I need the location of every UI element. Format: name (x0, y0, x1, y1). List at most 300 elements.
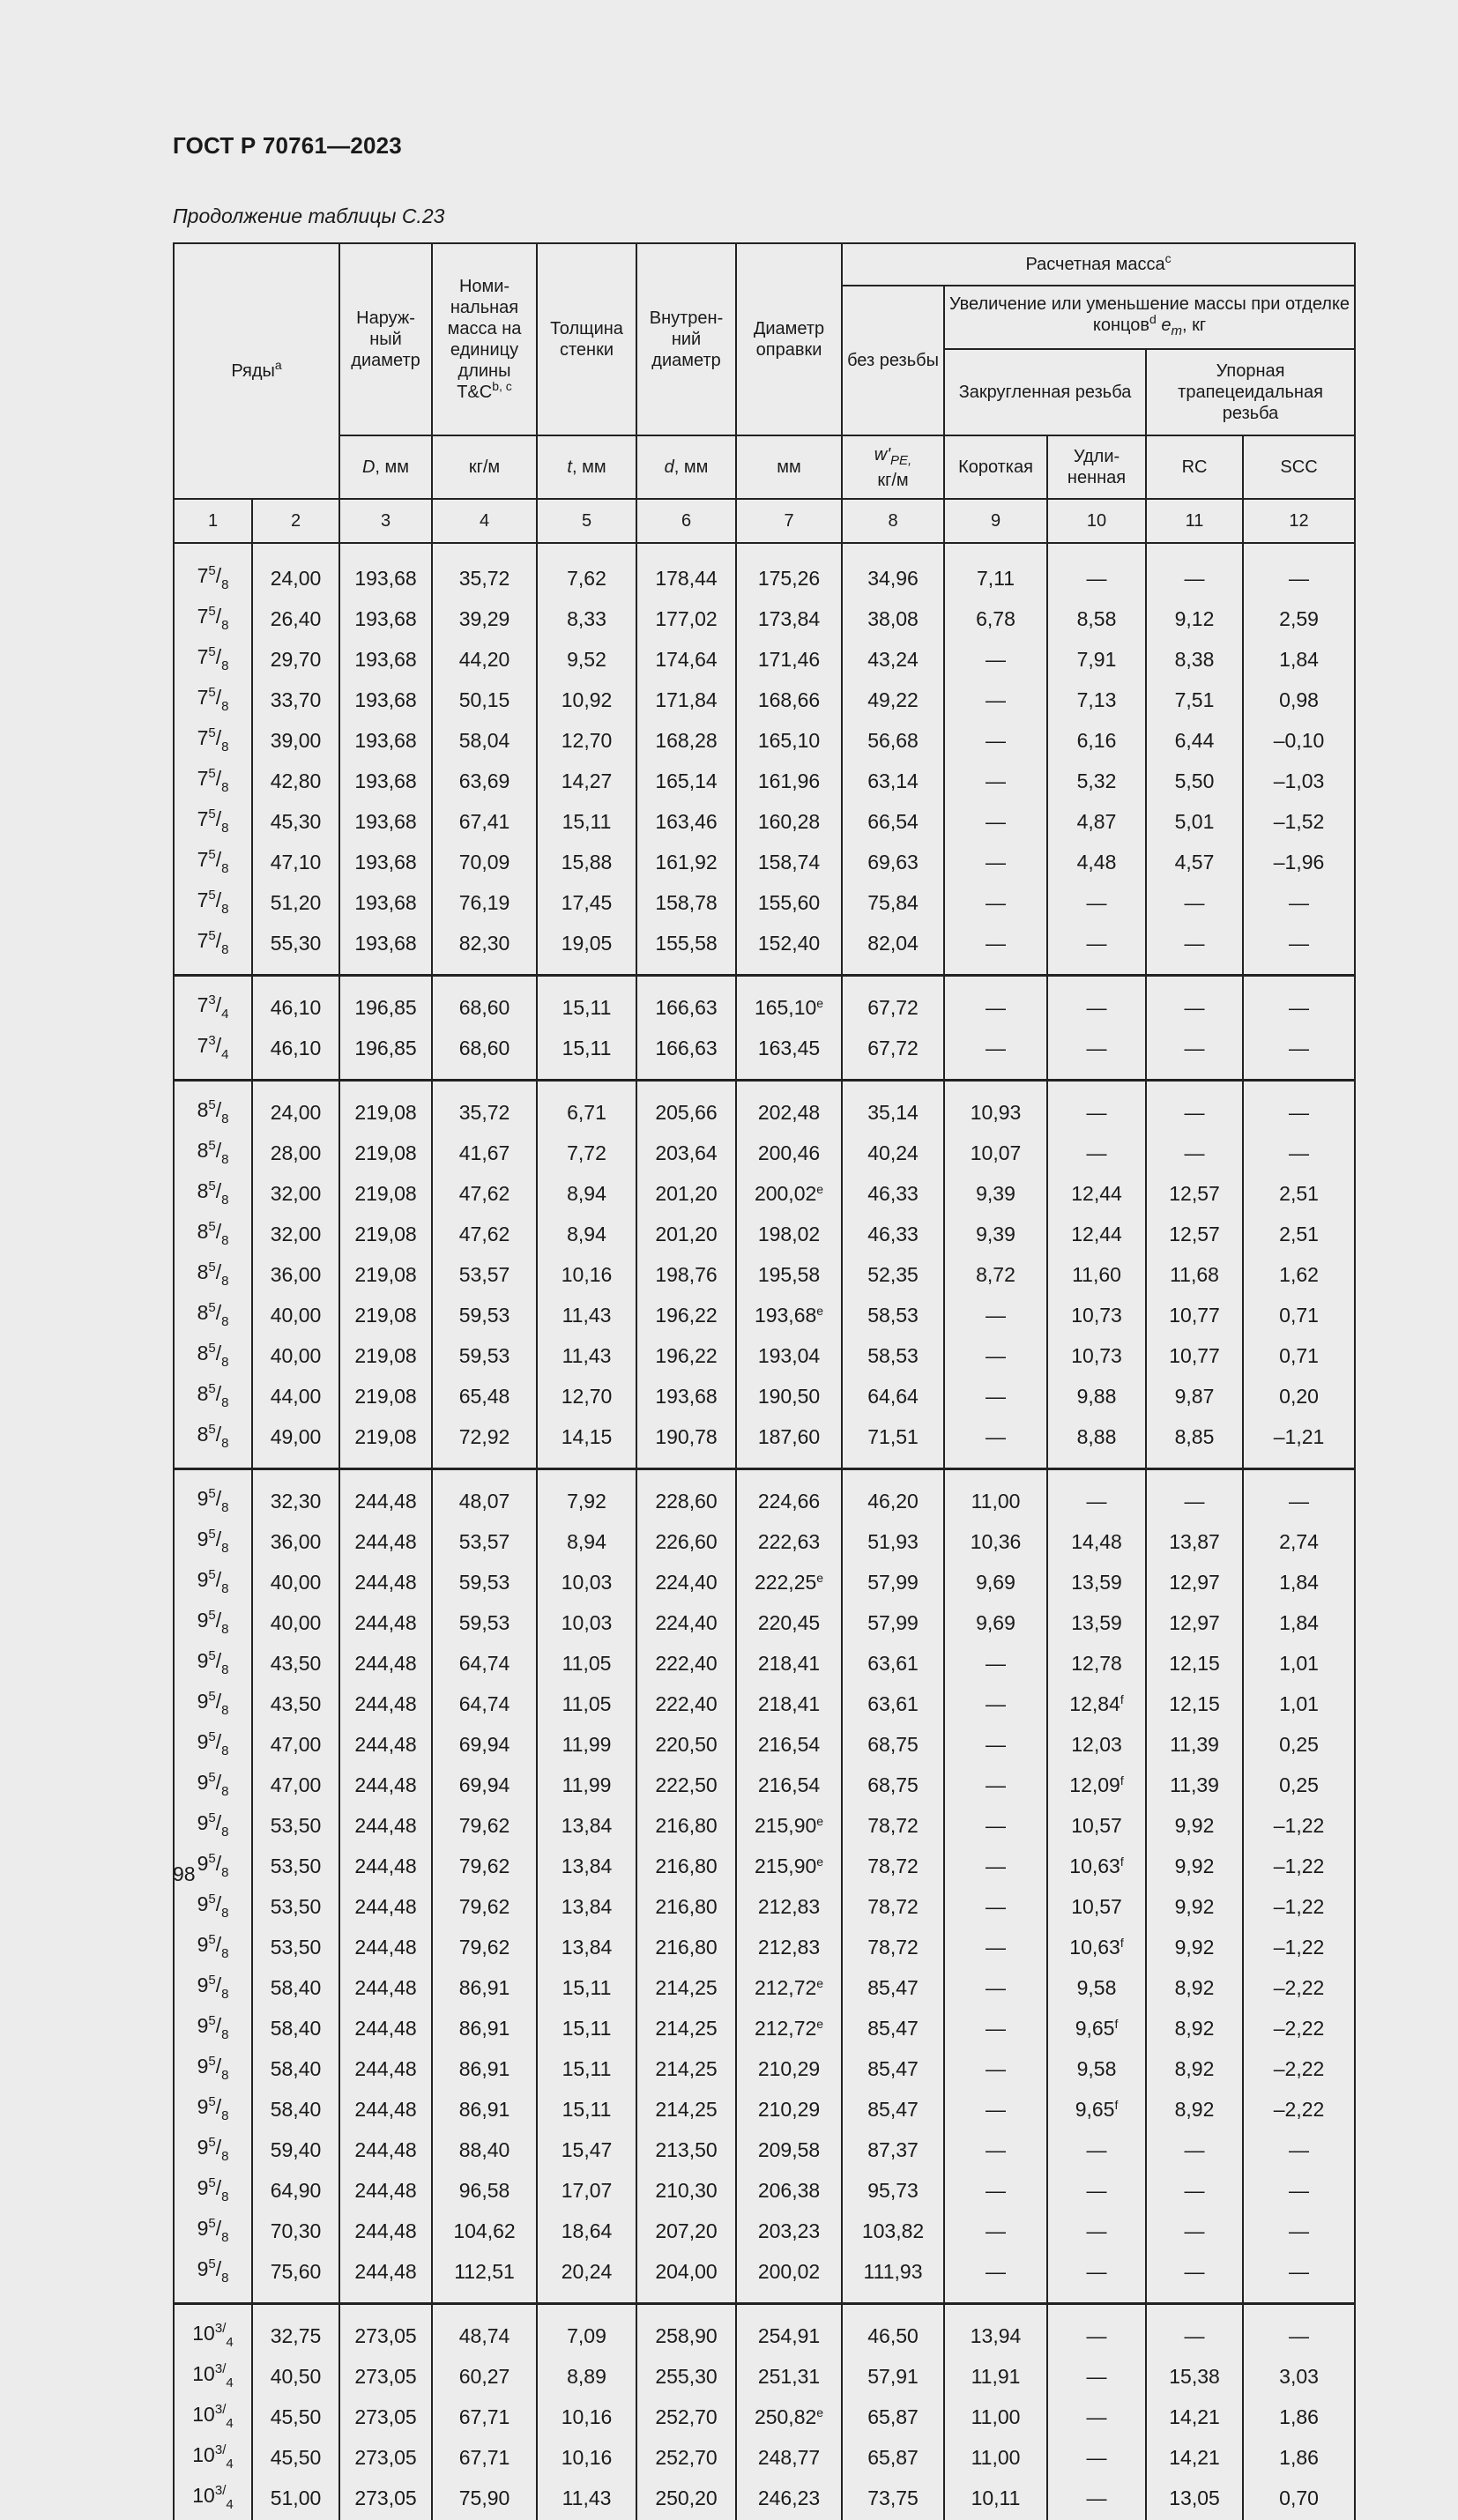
table-row (174, 1684, 1355, 1724)
table-row (174, 2304, 1355, 2357)
outer-diameter: 244,48 (339, 1765, 432, 1805)
short-round-thread: 9,69 (944, 1602, 1047, 1643)
series-value: 26,40 (252, 598, 339, 639)
buttress-scc: –2,22 (1243, 2008, 1355, 2048)
long-round-thread: 10,73 (1047, 1335, 1146, 1376)
table-row (174, 1927, 1355, 1967)
inner-diameter: 177,02 (636, 598, 736, 639)
column-number: 1 (174, 499, 252, 543)
nominal-mass: 67,71 (432, 2397, 537, 2437)
series-value: 24,00 (252, 547, 339, 598)
series-value: 46,10 (252, 1028, 339, 1081)
drift-diameter: 222,25e (736, 1562, 842, 1602)
buttress-scc: 0,20 (1243, 1376, 1355, 1416)
unit-d-outer: D, мм (339, 435, 432, 499)
unit-wpe: $w'_{PE,}$ кг/м (842, 435, 944, 499)
buttress-rc: 5,01 (1146, 801, 1243, 842)
column-number: 11 (1146, 499, 1243, 543)
plain-end-mass: 57,99 (842, 1562, 944, 1602)
column-number: 7 (736, 499, 842, 543)
size-designation: $7^5/_8$ (174, 598, 252, 639)
series-value: 47,10 (252, 842, 339, 882)
outer-diameter: 219,08 (339, 1416, 432, 1469)
plain-end-mass: 63,61 (842, 1684, 944, 1724)
outer-diameter: 193,68 (339, 547, 432, 598)
series-value: 44,00 (252, 1376, 339, 1416)
drift-diameter: 222,63 (736, 1521, 842, 1562)
long-round-thread: 9,65$^f$ (1047, 2089, 1146, 2130)
drift-diameter: 224,66 (736, 1469, 842, 1522)
plain-end-mass: 40,24 (842, 1133, 944, 1173)
nominal-mass: 68,60 (432, 1028, 537, 1081)
nominal-mass: 63,69 (432, 761, 537, 801)
outer-diameter: 244,48 (339, 1643, 432, 1684)
series-value: 70,30 (252, 2211, 339, 2251)
size-designation: $9^5/_8$ (174, 2251, 252, 2304)
table-row (174, 547, 1355, 598)
size-designation: $9^5/_8$ (174, 1684, 252, 1724)
table-row (174, 1376, 1355, 1416)
row-group (174, 1081, 1355, 1469)
long-round-thread: 12,78 (1047, 1643, 1146, 1684)
short-round-thread: — (944, 1643, 1047, 1684)
buttress-scc: –2,22 (1243, 2048, 1355, 2089)
wall-thickness: 17,45 (537, 882, 636, 923)
short-round-thread: — (944, 1967, 1047, 2008)
buttress-scc: –0,10 (1243, 720, 1355, 761)
column-number: 12 (1243, 499, 1355, 543)
long-round-thread: — (1047, 2478, 1146, 2520)
nominal-mass: 104,62 (432, 2211, 537, 2251)
buttress-rc: 10,77 (1146, 1295, 1243, 1335)
long-round-thread: 4,48 (1047, 842, 1146, 882)
table-row (174, 2048, 1355, 2089)
buttress-scc: 0,98 (1243, 680, 1355, 720)
buttress-rc: 9,92 (1146, 1927, 1243, 1967)
nominal-mass: 50,15 (432, 680, 537, 720)
buttress-scc: –1,22 (1243, 1927, 1355, 1967)
buttress-rc: 15,38 (1146, 2356, 1243, 2397)
footnote-mark: e (816, 2017, 823, 2031)
short-round-thread: — (944, 1684, 1047, 1724)
inner-diameter: 222,40 (636, 1684, 736, 1724)
footnote-mark: f (1114, 2098, 1118, 2112)
outer-diameter: 244,48 (339, 2089, 432, 2130)
buttress-rc: — (1146, 976, 1243, 1029)
table-row (174, 1967, 1355, 2008)
table-row (174, 976, 1355, 1029)
buttress-scc: — (1243, 976, 1355, 1029)
buttress-rc: 14,21 (1146, 2397, 1243, 2437)
wall-thickness: 13,84 (537, 1886, 636, 1927)
buttress-scc: 0,25 (1243, 1724, 1355, 1765)
buttress-rc: 12,57 (1146, 1173, 1243, 1214)
plain-end-mass: 95,73 (842, 2170, 944, 2211)
outer-diameter: 244,48 (339, 1469, 432, 1522)
header-plain-end: без резьбы (842, 286, 944, 435)
buttress-rc: 9,87 (1146, 1376, 1243, 1416)
size-designation: $8^5/_8$ (174, 1416, 252, 1469)
wall-thickness: 11,05 (537, 1684, 636, 1724)
buttress-rc: — (1146, 2130, 1243, 2170)
series-value: 59,40 (252, 2130, 339, 2170)
long-round-thread: 8,88 (1047, 1416, 1146, 1469)
table-row (174, 1846, 1355, 1886)
series-value: 32,00 (252, 1214, 339, 1254)
nominal-mass: 86,91 (432, 2089, 537, 2130)
long-round-thread: — (1047, 2356, 1146, 2397)
series-value: 51,00 (252, 2478, 339, 2520)
wall-thickness: 8,33 (537, 598, 636, 639)
plain-end-mass: 35,14 (842, 1081, 944, 1134)
nominal-mass: 86,91 (432, 2008, 537, 2048)
long-round-thread: — (1047, 1133, 1146, 1173)
inner-diameter: 216,80 (636, 1927, 736, 1967)
drift-diameter: 190,50 (736, 1376, 842, 1416)
table-row (174, 2008, 1355, 2048)
drift-diameter: 173,84 (736, 598, 842, 639)
short-round-thread: 9,39 (944, 1214, 1047, 1254)
inner-diameter: 171,84 (636, 680, 736, 720)
series-value: 58,40 (252, 2048, 339, 2089)
long-round-thread: 8,58 (1047, 598, 1146, 639)
table-row (174, 1643, 1355, 1684)
inner-diameter: 158,78 (636, 882, 736, 923)
buttress-rc: — (1146, 1028, 1243, 1081)
size-designation: $10^{3/}_4$ (174, 2397, 252, 2437)
plain-end-mass: 63,61 (842, 1643, 944, 1684)
outer-diameter: 196,85 (339, 1028, 432, 1081)
table-row (174, 2437, 1355, 2478)
header-wall-thickness: Толщина стенки (537, 243, 636, 435)
buttress-rc: 9,92 (1146, 1886, 1243, 1927)
table-row (174, 1214, 1355, 1254)
buttress-rc: 8,92 (1146, 2089, 1243, 2130)
outer-diameter: 219,08 (339, 1081, 432, 1134)
table-row (174, 2397, 1355, 2437)
outer-diameter: 244,48 (339, 2211, 432, 2251)
table-row (174, 1028, 1355, 1081)
size-designation: $8^5/_8$ (174, 1214, 252, 1254)
inner-diameter: 161,92 (636, 842, 736, 882)
buttress-scc: — (1243, 923, 1355, 976)
outer-diameter: 193,68 (339, 923, 432, 976)
drift-diameter: 161,96 (736, 761, 842, 801)
table-row (174, 2356, 1355, 2397)
short-round-thread: — (944, 1724, 1047, 1765)
size-designation: $9^5/_8$ (174, 1846, 252, 1886)
nominal-mass: 70,09 (432, 842, 537, 882)
wall-thickness: 10,16 (537, 1254, 636, 1295)
drift-diameter: 220,45 (736, 1602, 842, 1643)
size-designation: $9^5/_8$ (174, 1765, 252, 1805)
inner-diameter: 210,30 (636, 2170, 736, 2211)
short-round-thread: 9,39 (944, 1173, 1047, 1214)
short-round-thread: — (944, 2130, 1047, 2170)
wall-thickness: 7,92 (537, 1469, 636, 1522)
table-row (174, 1805, 1355, 1846)
buttress-scc: 1,84 (1243, 1602, 1355, 1643)
long-round-thread: 12,03 (1047, 1724, 1146, 1765)
plain-end-mass: 78,72 (842, 1805, 944, 1846)
inner-diameter: 207,20 (636, 2211, 736, 2251)
wall-thickness: 7,72 (537, 1133, 636, 1173)
series-value: 32,30 (252, 1469, 339, 1522)
drift-diameter: 254,91 (736, 2304, 842, 2357)
nominal-mass: 64,74 (432, 1643, 537, 1684)
footnote-mark: e (816, 1814, 823, 1828)
footnote-mark: f (1114, 2017, 1118, 2031)
inner-diameter: 174,64 (636, 639, 736, 680)
series-value: 64,90 (252, 2170, 339, 2211)
buttress-rc: — (1146, 547, 1243, 598)
buttress-rc: 6,44 (1146, 720, 1243, 761)
drift-diameter: 187,60 (736, 1416, 842, 1469)
buttress-scc: 1,62 (1243, 1254, 1355, 1295)
plain-end-mass: 46,50 (842, 2304, 944, 2357)
plain-end-mass: 34,96 (842, 547, 944, 598)
plain-end-mass: 46,33 (842, 1173, 944, 1214)
header-calculated-mass: Расчетная масса$^c$ (842, 243, 1355, 286)
inner-diameter: 224,40 (636, 1602, 736, 1643)
inner-diameter: 198,76 (636, 1254, 736, 1295)
buttress-scc: 1,84 (1243, 639, 1355, 680)
inner-diameter: 214,25 (636, 1967, 736, 2008)
buttress-scc: — (1243, 547, 1355, 598)
plain-end-mass: 49,22 (842, 680, 944, 720)
buttress-scc: 1,01 (1243, 1684, 1355, 1724)
table-row (174, 1602, 1355, 1643)
series-value: 53,50 (252, 1886, 339, 1927)
long-round-thread: 7,13 (1047, 680, 1146, 720)
inner-diameter: 222,40 (636, 1643, 736, 1684)
nominal-mass: 59,53 (432, 1335, 537, 1376)
buttress-scc: –1,96 (1243, 842, 1355, 882)
short-round-thread: — (944, 1805, 1047, 1846)
unit-t: t, мм (537, 435, 636, 499)
short-round-thread: — (944, 761, 1047, 801)
table-row (174, 923, 1355, 976)
outer-diameter: 273,05 (339, 2478, 432, 2520)
long-round-thread: — (1047, 2170, 1146, 2211)
size-designation: $7^3/_4$ (174, 1028, 252, 1081)
header-buttress-thread: Упорная трапецеидальная резьба (1146, 349, 1355, 435)
drift-diameter: 175,26 (736, 547, 842, 598)
table-row (174, 598, 1355, 639)
nominal-mass: 76,19 (432, 882, 537, 923)
wall-thickness: 11,43 (537, 2478, 636, 2520)
wall-thickness: 11,43 (537, 1295, 636, 1335)
long-round-thread: — (1047, 2251, 1146, 2304)
size-designation: $9^5/_8$ (174, 2089, 252, 2130)
buttress-rc: — (1146, 1133, 1243, 1173)
wall-thickness: 11,99 (537, 1765, 636, 1805)
drift-diameter: 163,45 (736, 1028, 842, 1081)
wall-thickness: 15,11 (537, 976, 636, 1029)
short-round-thread: 10,07 (944, 1133, 1047, 1173)
drift-diameter: 218,41 (736, 1643, 842, 1684)
short-round-thread: — (944, 923, 1047, 976)
drift-diameter: 206,38 (736, 2170, 842, 2211)
buttress-scc: — (1243, 2251, 1355, 2304)
footnote-mark: e (816, 2405, 823, 2420)
nominal-mass: 67,41 (432, 801, 537, 842)
series-value: 36,00 (252, 1521, 339, 1562)
wall-thickness: 13,84 (537, 1846, 636, 1886)
long-round-thread: 13,59 (1047, 1562, 1146, 1602)
plain-end-mass: 73,75 (842, 2478, 944, 2520)
wall-thickness: 8,94 (537, 1173, 636, 1214)
long-round-thread: 13,59 (1047, 1602, 1146, 1643)
buttress-rc: 12,97 (1146, 1602, 1243, 1643)
series-value: 43,50 (252, 1684, 339, 1724)
outer-diameter: 193,68 (339, 761, 432, 801)
series-value: 51,20 (252, 882, 339, 923)
inner-diameter: 168,28 (636, 720, 736, 761)
outer-diameter: 193,68 (339, 680, 432, 720)
inner-diameter: 165,14 (636, 761, 736, 801)
size-designation: $7^3/_4$ (174, 976, 252, 1029)
size-designation: $7^5/_8$ (174, 801, 252, 842)
size-designation: $7^5/_8$ (174, 842, 252, 882)
size-designation: $9^5/_8$ (174, 1886, 252, 1927)
nominal-mass: 88,40 (432, 2130, 537, 2170)
inner-diameter: 220,50 (636, 1724, 736, 1765)
long-round-thread: 9,65$^f$ (1047, 2008, 1146, 2048)
buttress-rc: 9,92 (1146, 1805, 1243, 1846)
short-round-thread: 11,00 (944, 1469, 1047, 1522)
nominal-mass: 59,53 (432, 1562, 537, 1602)
plain-end-mass: 67,72 (842, 1028, 944, 1081)
footnote-mark: f (1120, 1692, 1124, 1706)
outer-diameter: 244,48 (339, 1967, 432, 2008)
wall-thickness: 11,05 (537, 1643, 636, 1684)
wall-thickness: 15,88 (537, 842, 636, 882)
header-scc: SCC (1243, 435, 1355, 499)
outer-diameter: 219,08 (339, 1254, 432, 1295)
buttress-rc: — (1146, 882, 1243, 923)
plain-end-mass: 46,33 (842, 1214, 944, 1254)
inner-diameter: 222,50 (636, 1765, 736, 1805)
footnote-mark: f (1120, 1855, 1124, 1869)
inner-diameter: 214,25 (636, 2048, 736, 2089)
long-round-thread: 4,87 (1047, 801, 1146, 842)
unit-mm: мм (736, 435, 842, 499)
footnote-mark: e (816, 1304, 823, 1318)
table-row (174, 1562, 1355, 1602)
long-round-thread: 9,58 (1047, 2048, 1146, 2089)
buttress-scc: 1,01 (1243, 1643, 1355, 1684)
series-value: 45,30 (252, 801, 339, 842)
wall-thickness: 7,62 (537, 547, 636, 598)
short-round-thread: 11,00 (944, 2397, 1047, 2437)
wall-thickness: 14,15 (537, 1416, 636, 1469)
inner-diameter: 216,80 (636, 1886, 736, 1927)
short-round-thread: — (944, 2089, 1047, 2130)
outer-diameter: 219,08 (339, 1376, 432, 1416)
series-value: 42,80 (252, 761, 339, 801)
series-value: 40,00 (252, 1602, 339, 1643)
nominal-mass: 64,74 (432, 1684, 537, 1724)
drift-diameter: 218,41 (736, 1684, 842, 1724)
table-row (174, 2478, 1355, 2520)
buttress-scc: — (1243, 2211, 1355, 2251)
wall-thickness: 8,89 (537, 2356, 636, 2397)
size-designation: $9^5/_8$ (174, 1562, 252, 1602)
inner-diameter: 255,30 (636, 2356, 736, 2397)
nominal-mass: 44,20 (432, 639, 537, 680)
plain-end-mass: 38,08 (842, 598, 944, 639)
inner-diameter: 201,20 (636, 1173, 736, 1214)
column-number: 5 (537, 499, 636, 543)
inner-diameter: 193,68 (636, 1376, 736, 1416)
short-round-thread: — (944, 842, 1047, 882)
size-designation: $9^5/_8$ (174, 2211, 252, 2251)
buttress-rc: 12,97 (1146, 1562, 1243, 1602)
document-title: ГОСТ Р 70761—2023 (173, 132, 402, 160)
footnote-mark: e (816, 1976, 823, 1990)
column-number: 6 (636, 499, 736, 543)
long-round-thread: 12,84$^f$ (1047, 1684, 1146, 1724)
plain-end-mass: 78,72 (842, 1886, 944, 1927)
nominal-mass: 86,91 (432, 1967, 537, 2008)
buttress-rc: 14,21 (1146, 2437, 1243, 2478)
row-group (174, 1469, 1355, 2304)
wall-thickness: 11,43 (537, 1335, 636, 1376)
series-value: 43,50 (252, 1643, 339, 1684)
drift-diameter: 165,10e (736, 976, 842, 1029)
drift-diameter: 193,04 (736, 1335, 842, 1376)
nominal-mass: 35,72 (432, 1081, 537, 1134)
size-designation: $7^5/_8$ (174, 882, 252, 923)
table-row (174, 882, 1355, 923)
header-long: Удли-ненная (1047, 435, 1146, 499)
table-row (174, 2130, 1355, 2170)
series-value: 36,00 (252, 1254, 339, 1295)
nominal-mass: 79,62 (432, 1805, 537, 1846)
size-designation: $7^5/_8$ (174, 923, 252, 976)
wall-thickness: 6,71 (537, 1081, 636, 1134)
table-row (174, 1765, 1355, 1805)
outer-diameter: 273,05 (339, 2437, 432, 2478)
plain-end-mass: 85,47 (842, 2008, 944, 2048)
outer-diameter: 244,48 (339, 1684, 432, 1724)
outer-diameter: 196,85 (339, 976, 432, 1029)
outer-diameter: 244,48 (339, 1724, 432, 1765)
buttress-scc: — (1243, 1081, 1355, 1134)
plain-end-mass: 63,14 (842, 761, 944, 801)
buttress-rc: 9,92 (1146, 1846, 1243, 1886)
plain-end-mass: 64,64 (842, 1376, 944, 1416)
plain-end-mass: 78,72 (842, 1846, 944, 1886)
inner-diameter: 178,44 (636, 547, 736, 598)
long-round-thread: 11,60 (1047, 1254, 1146, 1295)
header-rc: RC (1146, 435, 1243, 499)
buttress-scc: — (1243, 2304, 1355, 2357)
size-designation: $7^5/_8$ (174, 547, 252, 598)
nominal-mass: 79,62 (432, 1846, 537, 1886)
long-round-thread: — (1047, 976, 1146, 1029)
outer-diameter: 193,68 (339, 639, 432, 680)
short-round-thread: — (944, 680, 1047, 720)
header-nominal-mass: Номи-нальная масса на единицу длины $Т\&C^{b, c}$ (432, 243, 537, 435)
outer-diameter: 273,05 (339, 2397, 432, 2437)
outer-diameter: 219,08 (339, 1133, 432, 1173)
plain-end-mass: 68,75 (842, 1765, 944, 1805)
size-designation: $7^5/_8$ (174, 720, 252, 761)
table-row (174, 801, 1355, 842)
inner-diameter: 252,70 (636, 2437, 736, 2478)
